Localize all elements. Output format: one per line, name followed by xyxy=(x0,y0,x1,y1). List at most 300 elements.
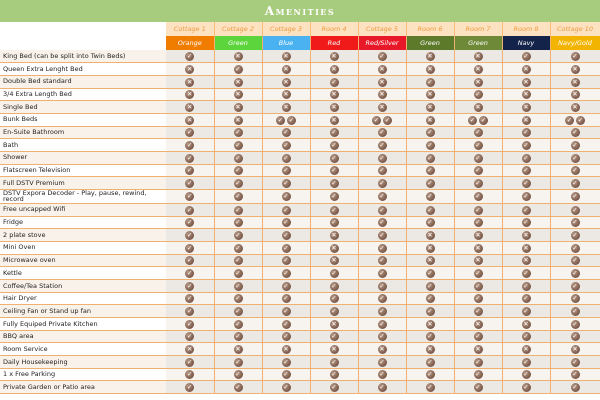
availability-cell xyxy=(502,75,550,88)
availability-cell xyxy=(550,101,600,114)
check-icon: ✓ xyxy=(235,128,241,137)
availability-cell xyxy=(550,279,600,292)
availability-cell xyxy=(214,229,262,242)
amenity-label: Ceiling Fan or Stand up fan xyxy=(0,305,166,318)
availability-cell xyxy=(550,203,600,216)
availability-cell xyxy=(214,267,262,280)
check-icon: ✓ xyxy=(427,205,433,214)
amenity-row xyxy=(0,177,600,190)
cross-icon: ✕ xyxy=(331,103,337,112)
availability-cell xyxy=(502,151,550,164)
availability-cell xyxy=(310,305,358,318)
check-icon: ✓ xyxy=(523,281,529,290)
cross-icon: ✕ xyxy=(572,65,578,73)
unit-color-header: Navy xyxy=(502,36,550,50)
availability-cell xyxy=(454,139,502,152)
availability-cell xyxy=(214,189,262,203)
availability-cell xyxy=(358,164,406,177)
availability-cell xyxy=(262,101,310,114)
availability-cell xyxy=(214,305,262,318)
page-title: Amenities xyxy=(264,4,336,18)
availability-cell xyxy=(550,368,600,381)
availability-cell xyxy=(262,368,310,381)
availability-cell xyxy=(310,254,358,267)
check-icon: ✓ xyxy=(475,192,481,201)
cross-icon: ✕ xyxy=(379,345,385,354)
check-icon: ✓ xyxy=(283,192,289,201)
availability-cell xyxy=(502,50,550,63)
amenity-label: Fully Equiped Private Kitchen xyxy=(0,317,166,330)
check-icon: ✓ xyxy=(379,319,385,328)
cross-icon: ✕ xyxy=(427,52,433,61)
check-icon: ✓ xyxy=(331,383,337,392)
availability-cell xyxy=(454,267,502,280)
availability-cell xyxy=(550,113,600,126)
availability-cell xyxy=(454,216,502,229)
availability-cell xyxy=(166,330,214,343)
check-icon: ✓ xyxy=(187,205,193,214)
check-icon: ✓ xyxy=(187,52,193,61)
check-icon: ✓ xyxy=(283,141,289,150)
availability-cell xyxy=(166,292,214,305)
check-icon: ✓ xyxy=(572,52,578,61)
availability-cell xyxy=(166,279,214,292)
check-icon: ✓ xyxy=(523,383,529,392)
availability-cell xyxy=(262,317,310,330)
availability-cell xyxy=(358,305,406,318)
check-icon: ✓ xyxy=(523,52,529,61)
availability-cell xyxy=(406,151,454,164)
amenity-label: Private Garden or Patio area xyxy=(0,381,166,394)
availability-cell xyxy=(550,88,600,101)
availability-cell xyxy=(166,139,214,152)
availability-cell xyxy=(214,101,262,114)
check-icon: ✓ xyxy=(572,128,578,137)
cross-icon: ✕ xyxy=(427,345,433,354)
availability-cell xyxy=(406,343,454,356)
cross-icon: ✕ xyxy=(235,52,241,61)
cross-icon: ✕ xyxy=(331,52,337,61)
amenity-row xyxy=(0,189,600,203)
availability-cell xyxy=(550,229,600,242)
availability-cell xyxy=(550,75,600,88)
availability-cell xyxy=(406,63,454,76)
availability-cell xyxy=(262,355,310,368)
availability-cell xyxy=(502,113,550,126)
cross-icon: ✕ xyxy=(475,231,481,240)
check-icon: ✓ xyxy=(373,115,380,124)
cross-icon: ✕ xyxy=(379,65,385,73)
check-icon: ✓ xyxy=(379,141,385,150)
check-icon: ✓ xyxy=(235,192,241,201)
availability-cell xyxy=(454,164,502,177)
availability-cell xyxy=(406,203,454,216)
check-icon: ✓ xyxy=(331,370,337,379)
check-icon: ✓ xyxy=(379,218,385,227)
availability-cell xyxy=(550,126,600,139)
check-icon: ✓ xyxy=(523,205,529,214)
check-icon: ✓ xyxy=(572,383,578,392)
check-icon: ✓ xyxy=(379,205,385,214)
availability-cell xyxy=(550,189,600,203)
availability-cell xyxy=(166,177,214,190)
cross-icon: ✕ xyxy=(331,115,337,124)
cross-icon: ✕ xyxy=(235,90,241,99)
availability-cell xyxy=(550,381,600,394)
availability-cell xyxy=(214,88,262,101)
amenity-label: Bath xyxy=(0,139,166,152)
availability-cell xyxy=(358,381,406,394)
check-icon: ✓ xyxy=(187,319,193,328)
availability-cell xyxy=(262,267,310,280)
availability-cell xyxy=(502,164,550,177)
amenity-label: Shower xyxy=(0,151,166,164)
availability-cell xyxy=(214,139,262,152)
availability-cell xyxy=(454,317,502,330)
check-icon: ✓ xyxy=(475,218,481,227)
availability-cell xyxy=(214,216,262,229)
availability-cell xyxy=(310,229,358,242)
cross-icon: ✕ xyxy=(187,90,193,99)
check-icon: ✓ xyxy=(187,307,193,316)
check-icon: ✓ xyxy=(572,281,578,290)
check-icon: ✓ xyxy=(283,179,289,188)
availability-cell xyxy=(406,241,454,254)
check-icon: ✓ xyxy=(235,370,241,379)
amenity-row xyxy=(0,229,600,242)
availability-cell xyxy=(502,177,550,190)
check-icon: ✓ xyxy=(187,256,193,265)
check-icon: ✓ xyxy=(283,307,289,316)
check-icon: ✓ xyxy=(475,307,481,316)
availability-cell xyxy=(502,189,550,203)
check-icon: ✓ xyxy=(187,231,193,240)
check-icon: ✓ xyxy=(331,153,337,162)
cross-icon: ✕ xyxy=(523,345,529,354)
check-icon: ✓ xyxy=(572,332,578,341)
check-icon: ✓ xyxy=(523,294,529,303)
availability-cell xyxy=(358,355,406,368)
amenity-label: Queen Extra Lenght Bed xyxy=(0,63,166,76)
check-icon: ✓ xyxy=(187,281,193,290)
cross-icon: ✕ xyxy=(523,231,529,240)
availability-cell xyxy=(550,216,600,229)
cross-icon: ✕ xyxy=(331,231,337,240)
availability-cell xyxy=(454,189,502,203)
availability-cell xyxy=(358,101,406,114)
check-icon: ✓ xyxy=(331,294,337,303)
amenity-row xyxy=(0,139,600,152)
cross-icon: ✕ xyxy=(572,90,578,99)
availability-cell xyxy=(358,292,406,305)
availability-cell xyxy=(214,164,262,177)
cross-icon: ✕ xyxy=(523,65,529,73)
availability-cell xyxy=(214,113,262,126)
check-icon: ✓ xyxy=(379,243,385,252)
check-icon: ✓ xyxy=(187,128,193,137)
amenity-label: Double Bed standard xyxy=(0,75,166,88)
check-icon: ✓ xyxy=(187,166,193,175)
cross-icon: ✕ xyxy=(379,103,385,112)
availability-cell xyxy=(358,254,406,267)
amenity-label: Mini Oven xyxy=(0,241,166,254)
check-icon: ✓ xyxy=(235,243,241,252)
cross-icon: ✕ xyxy=(572,345,578,354)
title-bar xyxy=(0,0,600,22)
check-icon: ✓ xyxy=(331,269,337,278)
availability-cell xyxy=(358,343,406,356)
check-icon: ✓ xyxy=(427,192,433,201)
availability-cell xyxy=(454,126,502,139)
availability-cell xyxy=(358,203,406,216)
amenity-row xyxy=(0,216,600,229)
cross-icon: ✕ xyxy=(187,103,193,112)
availability-cell xyxy=(358,151,406,164)
check-icon: ✓ xyxy=(572,166,578,175)
availability-cell xyxy=(502,355,550,368)
availability-cell xyxy=(454,279,502,292)
cross-icon: ✕ xyxy=(523,115,529,124)
check-icon: ✓ xyxy=(572,179,578,188)
amenity-row xyxy=(0,305,600,318)
check-icon: ✓ xyxy=(523,179,529,188)
check-icon: ✓ xyxy=(572,294,578,303)
check-icon: ✓ xyxy=(235,256,241,265)
check-icon: ✓ xyxy=(235,166,241,175)
availability-cell xyxy=(358,139,406,152)
check-icon: ✓ xyxy=(379,166,385,175)
check-icon: ✓ xyxy=(523,128,529,137)
availability-cell xyxy=(214,343,262,356)
amenity-label: Hair Dryer xyxy=(0,292,166,305)
availability-cell xyxy=(310,126,358,139)
check-icon: ✓ xyxy=(475,370,481,379)
availability-cell xyxy=(454,343,502,356)
cross-icon: ✕ xyxy=(475,319,481,328)
availability-cell xyxy=(502,101,550,114)
check-icon: ✓ xyxy=(283,319,289,328)
availability-cell xyxy=(310,292,358,305)
availability-cell xyxy=(214,50,262,63)
check-icon: ✓ xyxy=(523,192,529,201)
unit-name-header: Room 7 xyxy=(454,22,502,36)
check-icon: ✓ xyxy=(331,307,337,316)
availability-cell xyxy=(550,177,600,190)
availability-cell xyxy=(166,317,214,330)
check-icon: ✓ xyxy=(572,357,578,366)
check-icon: ✓ xyxy=(379,231,385,240)
availability-cell xyxy=(502,254,550,267)
availability-cell xyxy=(166,368,214,381)
availability-cell xyxy=(214,355,262,368)
check-icon: ✓ xyxy=(187,357,193,366)
cross-icon: ✕ xyxy=(235,77,241,86)
availability-cell xyxy=(502,368,550,381)
check-icon: ✓ xyxy=(475,141,481,150)
cross-icon: ✕ xyxy=(427,65,433,73)
availability-cell xyxy=(454,305,502,318)
unit-color-header: Green xyxy=(406,36,454,50)
check-icon: ✓ xyxy=(427,332,433,341)
check-icon: ✓ xyxy=(427,141,433,150)
availability-cell xyxy=(406,229,454,242)
availability-cell xyxy=(262,164,310,177)
availability-cell xyxy=(406,50,454,63)
check-icon: ✓ xyxy=(283,370,289,379)
availability-cell xyxy=(214,292,262,305)
availability-cell xyxy=(262,241,310,254)
amenity-label: Flatscreen Television xyxy=(0,164,166,177)
availability-cell xyxy=(310,216,358,229)
cross-icon: ✕ xyxy=(572,103,578,112)
check-icon: ✓ xyxy=(235,319,241,328)
amenity-label: Single Bed xyxy=(0,101,166,114)
availability-cell xyxy=(214,317,262,330)
availability-cell xyxy=(550,355,600,368)
check-icon: ✓ xyxy=(475,294,481,303)
availability-cell xyxy=(502,292,550,305)
check-icon: ✓ xyxy=(427,357,433,366)
check-icon: ✓ xyxy=(475,128,481,137)
check-icon: ✓ xyxy=(379,383,385,392)
amenity-label: Daily Housekeeping xyxy=(0,355,166,368)
availability-cell xyxy=(310,189,358,203)
availability-cell xyxy=(454,368,502,381)
cross-icon: ✕ xyxy=(283,65,289,73)
check-icon: ✓ xyxy=(331,332,337,341)
cross-icon: ✕ xyxy=(427,115,433,124)
availability-cell xyxy=(406,164,454,177)
availability-cell xyxy=(358,216,406,229)
availability-cell xyxy=(358,368,406,381)
unit-color-header: Navy/Gold xyxy=(550,36,600,50)
availability-cell xyxy=(454,88,502,101)
availability-cell xyxy=(502,317,550,330)
amenity-row xyxy=(0,292,600,305)
availability-cell xyxy=(406,317,454,330)
unit-name-header: Cottage 1 xyxy=(166,22,214,36)
availability-cell xyxy=(310,139,358,152)
availability-cell xyxy=(166,50,214,63)
check-icon: ✓ xyxy=(475,281,481,290)
check-icon: ✓ xyxy=(187,141,193,150)
check-icon: ✓ xyxy=(523,218,529,227)
availability-cell xyxy=(214,126,262,139)
availability-cell xyxy=(310,317,358,330)
availability-cell xyxy=(454,381,502,394)
unit-color-header: Blue xyxy=(262,36,310,50)
check-icon: ✓ xyxy=(379,179,385,188)
amenity-label: Free uncapped Wifi xyxy=(0,203,166,216)
unit-name-header: Cottage 5 xyxy=(358,22,406,36)
availability-cell xyxy=(310,381,358,394)
availability-cell xyxy=(502,139,550,152)
header-corner xyxy=(0,36,166,50)
availability-cell xyxy=(166,267,214,280)
availability-cell xyxy=(502,279,550,292)
availability-cell xyxy=(166,216,214,229)
availability-cell xyxy=(406,88,454,101)
amenity-label: Room Service xyxy=(0,343,166,356)
amenity-row xyxy=(0,254,600,267)
availability-cell xyxy=(262,75,310,88)
cross-icon: ✕ xyxy=(187,115,193,124)
availability-cell xyxy=(166,75,214,88)
unit-name-header: Room 4 xyxy=(310,22,358,36)
check-icon: ✓ xyxy=(379,192,385,201)
availability-cell xyxy=(406,113,454,126)
availability-cell xyxy=(358,267,406,280)
availability-cell xyxy=(550,151,600,164)
check-icon: ✓ xyxy=(283,281,289,290)
check-icon: ✓ xyxy=(427,307,433,316)
check-icon: ✓ xyxy=(331,218,337,227)
availability-cell xyxy=(262,189,310,203)
check-icon: ✓ xyxy=(523,166,529,175)
amenity-row xyxy=(0,50,600,63)
cross-icon: ✕ xyxy=(427,231,433,240)
availability-cell xyxy=(214,151,262,164)
availability-cell xyxy=(310,63,358,76)
cross-icon: ✕ xyxy=(331,345,337,354)
check-icon: ✓ xyxy=(283,205,289,214)
check-icon: ✓ xyxy=(523,307,529,316)
availability-cell xyxy=(358,229,406,242)
availability-cell xyxy=(550,267,600,280)
check-icon: ✓ xyxy=(235,269,241,278)
availability-cell xyxy=(310,368,358,381)
availability-cell xyxy=(166,305,214,318)
check-icon: ✓ xyxy=(379,153,385,162)
check-icon: ✓ xyxy=(427,166,433,175)
availability-cell xyxy=(502,330,550,343)
availability-cell xyxy=(166,355,214,368)
availability-cell xyxy=(310,151,358,164)
check-icon: ✓ xyxy=(427,153,433,162)
availability-cell xyxy=(262,292,310,305)
check-icon: ✓ xyxy=(427,218,433,227)
cross-icon: ✕ xyxy=(475,243,481,252)
cross-icon: ✕ xyxy=(331,90,337,99)
amenities-table xyxy=(0,22,600,394)
availability-cell xyxy=(454,203,502,216)
check-icon: ✓ xyxy=(187,179,193,188)
check-icon: ✓ xyxy=(283,294,289,303)
check-icon: ✓ xyxy=(427,370,433,379)
availability-cell xyxy=(262,203,310,216)
availability-cell xyxy=(262,216,310,229)
availability-cell xyxy=(262,229,310,242)
check-icon: ✓ xyxy=(283,332,289,341)
unit-color-header: Orange xyxy=(166,36,214,50)
check-icon: ✓ xyxy=(379,370,385,379)
unit-color-header-row xyxy=(0,36,600,50)
availability-cell xyxy=(166,189,214,203)
amenity-row xyxy=(0,355,600,368)
amenity-row xyxy=(0,368,600,381)
availability-cell xyxy=(502,126,550,139)
check-icon: ✓ xyxy=(384,115,391,124)
check-icon: ✓ xyxy=(572,256,578,265)
cross-icon: ✕ xyxy=(475,77,481,86)
check-icon: ✓ xyxy=(566,115,573,124)
availability-cell xyxy=(502,267,550,280)
amenity-label: 1 x Free Parking xyxy=(0,368,166,381)
availability-cell xyxy=(454,63,502,76)
cross-icon: ✕ xyxy=(331,243,337,252)
cross-icon: ✕ xyxy=(475,103,481,112)
check-icon: ✓ xyxy=(475,153,481,162)
